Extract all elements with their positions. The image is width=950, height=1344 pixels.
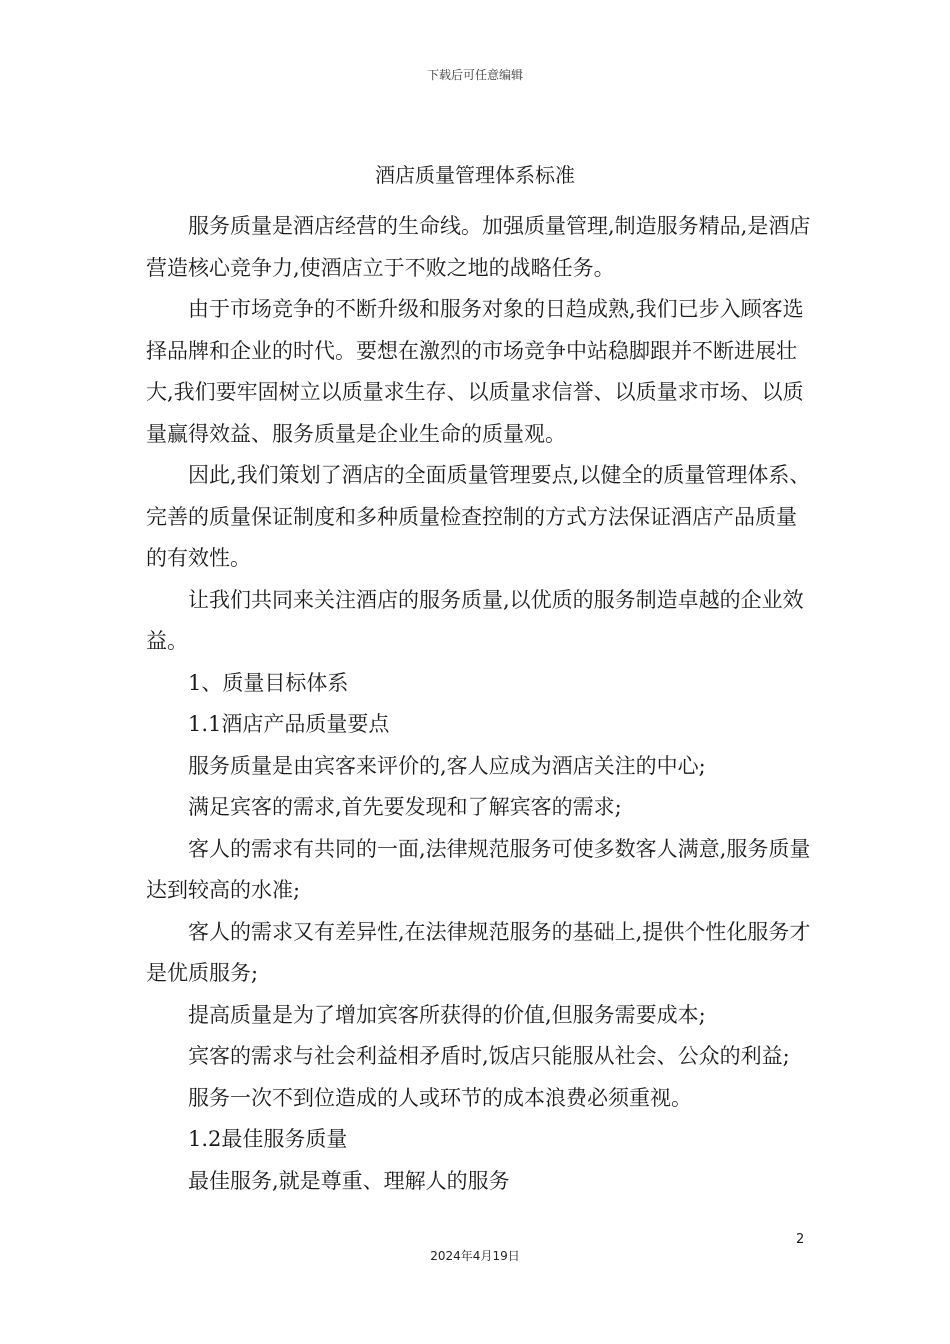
page-header: 下载后可任意编辑 [426,68,523,82]
paragraph: 宾客的需求与社会利益相矛盾时,饭店只能服从社会、公众的利益; [188,1044,790,1068]
paragraph: 最佳服务,就是尊重、理解人的服务 [188,1168,510,1193]
paragraph: 服务质量是酒店经营的生命线。加强质量管理,制造服务精品,是酒店营造核心竞争力,使酒店立于不败之地的战略任务。 [146,214,811,280]
section-heading: 1、质量目标体系 [188,670,349,695]
paragraph: 客人的需求又有差异性,在法律规范服务的基础上,提供个性化服务才是优质服务; [146,919,811,985]
page-footer-date: 2024年4月19日 [430,1249,520,1263]
paragraph: 服务质量是由宾客来评价的,客人应成为酒店关注的中心; [188,753,706,778]
paragraph: 由于市场竞争的不断升级和服务对象的日趋成熟,我们已步入顾客选择品牌和企业的时代。要想在激烈的市场竞争中站稳脚跟并不断进展壮大,我们要牢固树立以质量求生存、以质量求信誉、以质量求市场、以质量赢得效益、服务质量是企业生命的质量观。 [146,297,804,446]
paragraph: 服务一次不到位造成的人或环节的成本浪费必须重视。 [188,1085,692,1110]
paragraph: 客人的需求有共同的一面,法律规范服务可使多数客人满意,服务质量达到较高的水准; [146,836,811,902]
subsection-heading: 1.2最佳服务质量 [188,1127,348,1151]
paragraph: 提高质量是为了增加宾客所获得的价值,但服务需要成本; [188,1002,706,1027]
paragraph: 让我们共同来关注酒店的服务质量,以优质的服务制造卓越的企业效益。 [146,587,804,653]
document-title: 酒店质量管理体系标准 [375,163,575,187]
page-number: 2 [796,1232,805,1247]
subsection-heading: 1.1酒店产品质量要点 [188,712,390,736]
document-body [146,206,816,1202]
paragraph: 因此,我们策划了酒店的全面质量管理要点,以健全的质量管理体系、完善的质量保证制度和多种质量检查控制的方式方法保证酒店产品质量的有效性。 [146,463,811,570]
paragraph: 满足宾客的需求,首先要发现和了解宾客的需求; [188,795,622,819]
